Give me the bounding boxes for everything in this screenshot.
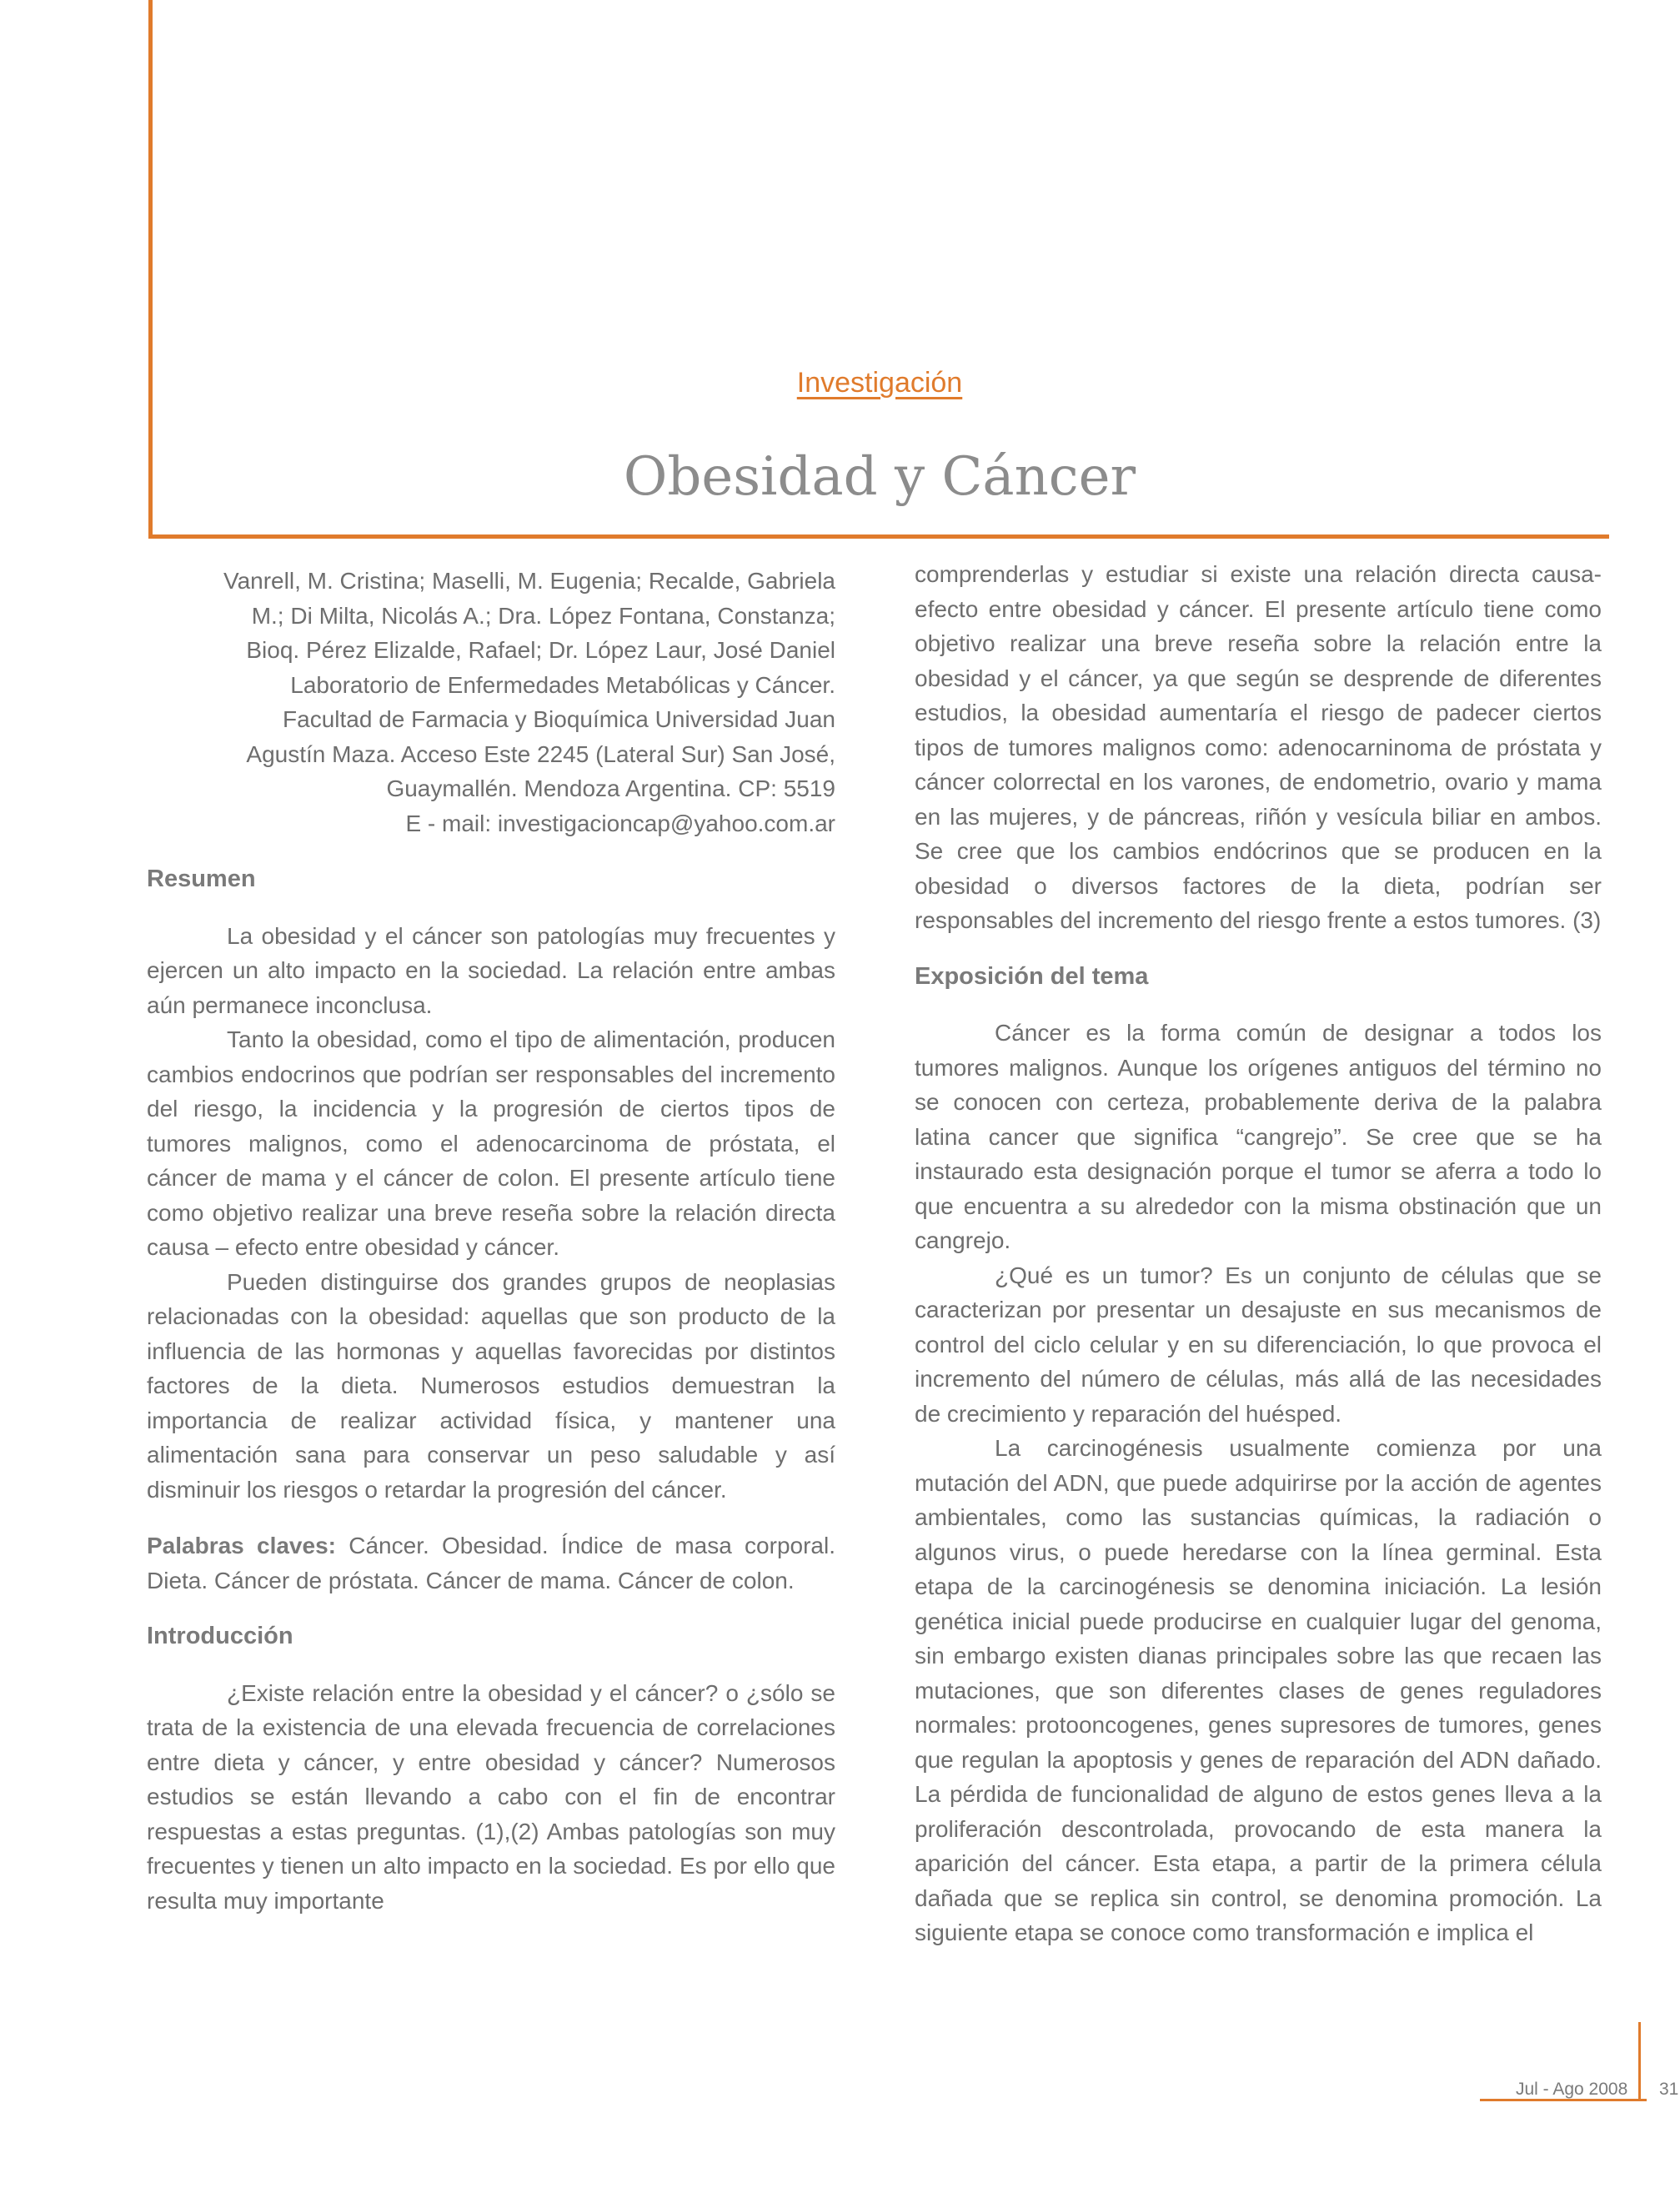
exposicion-paragraph: La carcinogénesis usualmente comienza por una mutación del ADN, que puede adquirirse por la acción de agentes ambientales, como las sustancias químicas, la radiación o algunos virus, o puede heredarse con la línea germinal. Esta etapa de la carcinogénesis se denomina iniciación. La lesión genética inicial puede producirse en cualquier lugar del genoma, sin embargo existen dianas principales sobre las que recaen las mutaciones, que son diferentes clases de genes reguladores normales: protooncogenes, genes supresores de tumores, genes que regulan la apoptosis y genes de reparación del ADN dañado. La pérdida de funcionalidad de alguno de estos genes lleva a la proliferación descontrolada, provocando de esta manera la aparición del cáncer. Esta etapa, a partir de la primera célula dañada que se replica sin control, se denomina promoción. La siguiente etapa se conoce como transformación e implica el <box>915 1435 1602 1945</box>
keywords <box>147 1528 835 1598</box>
author-line: Bioq. Pérez Elizalde, Rafael; Dr. López Laur, José Daniel <box>246 637 835 663</box>
section-label: Investigación <box>796 367 963 399</box>
page-number: 31 <box>1659 2080 1679 2099</box>
resumen-paragraph: Tanto la obesidad, como el tipo de alimentación, producen cambios endocrinos que podrían ser responsables del incremento del riesgo, la incidencia y la progresión de ciertos tipos de tumores malignos, como el adenocarcinoma de próstata, el cáncer de mama y el cáncer de colon. El presente artículo tiene como objetivo realizar una breve reseña sobre la relación directa causa – efecto entre obesidad y cáncer. <box>147 1026 835 1260</box>
resumen-heading: Resumen <box>147 866 256 892</box>
affiliation-line: Laboratorio de Enfermedades Metabólicas y Cáncer. <box>290 671 835 698</box>
exposicion-paragraph: ¿Qué es un tumor? Es un conjunto de células que se caracterizan por presentar un desajuste en sus mecanismos de control del ciclo celular y en su diferenciación, lo que provoca el incremento del número de células, más allá de las necesidades de crecimiento y reparación del huésped. <box>915 1262 1602 1427</box>
contact-email: E - mail: investigacioncap@yahoo.com.ar <box>405 810 835 836</box>
author-line: M.; Di Milta, Nicolás A.; Dra. López Fontana, Constanza; <box>251 602 835 629</box>
keywords-text: Cáncer. Obesidad. Índice de masa corporal. Dieta. Cáncer de próstata. Cáncer de mama. Cáncer de colon. <box>147 1533 835 1593</box>
introduccion-paragraph: ¿Existe relación entre la obesidad y el cáncer? o ¿sólo se trata de la existencia de una elevada frecuencia de correlaciones entre dieta y cáncer, y entre obesidad y cáncer? Numerosos estudios se están llevando a cabo con el fin de encontrar respuestas a estas preguntas. (1),(2) Ambas patologías son muy frecuentes y tienen un alto impacto en la sociedad. Es por ello que resulta muy importante <box>147 1679 835 1914</box>
exposicion-heading: Exposición del tema <box>915 962 1149 990</box>
issue-date: Jul - Ago 2008 <box>1516 2080 1628 2099</box>
exposicion-paragraph: Cáncer es la forma común de designar a todos los tumores malignos. Aunque los orígenes antiguos del término no se conocen con certeza, probablemente deriva de la palabra latina cancer que significa “cangrejo”. Se cree que se ha instaurado esta designación porque el tumor se aferra a todo lo que encuentra a su alrededor con la misma obstinación que un cangrejo. <box>915 1020 1602 1253</box>
affiliation-line: Agustín Maza. Acceso Este 2245 (Lateral Sur) San José, <box>246 740 835 767</box>
left-column <box>147 557 835 1918</box>
resumen-paragraph: Pueden distinguirse dos grandes grupos de neoplasias relacionadas con la obesidad: aquellas que son producto de la influencia de las hormonas y aquellas favorecidas por distintos factores de la dieta. Numerosos estudios demuestran la importancia de realizar actividad física, y mantener una alimentación sana para conservar un peso saludable y así disminuir los riesgos o retardar la progresión del cáncer. <box>147 1268 835 1503</box>
author-block <box>147 564 835 841</box>
keywords-label: Palabras claves: <box>147 1533 336 1558</box>
right-column <box>915 557 1602 1950</box>
frame-bottom-rule <box>148 534 1609 539</box>
article-title: Obesidad y Cáncer <box>623 446 1136 508</box>
footer-rule-vertical <box>1638 2022 1641 2101</box>
affiliation-line: Facultad de Farmacia y Bioquímica Universidad Juan <box>283 706 835 732</box>
author-line: Vanrell, M. Cristina; Maselli, M. Eugenia; Recalde, Gabriela <box>223 568 835 594</box>
introduccion-continuation: comprenderlas y estudiar si existe una relación directa causa-efecto entre obesidad y cáncer. El presente artículo tiene como objetivo realizar una breve reseña sobre la relación entre la obesidad y el cáncer, ya que según se desprende de diferentes estudios, la obesidad aumentaría el riesgo de padecer ciertos tipos de tumores malignos como: adenocarninoma de próstata y cáncer colorrectal en los varones, de endometrio, ovario y mama en las mujeres, y de páncreas, riñón y vesícula biliar en ambos. Se cree que los cambios endócrinos que se producen en la obesidad o diversos factores de la dieta, podrían ser responsables del incremento del riesgo frente a estos tumores. (3) <box>915 561 1602 933</box>
resumen-paragraph: La obesidad y el cáncer son patologías muy frecuentes y ejercen un alto impacto en la sociedad. La relación entre ambas aún permanece inconclusa. <box>147 922 835 1018</box>
affiliation-line: Guaymallén. Mendoza Argentina. CP: 5519 <box>386 775 835 801</box>
introduccion-heading: Introducción <box>147 1623 293 1649</box>
